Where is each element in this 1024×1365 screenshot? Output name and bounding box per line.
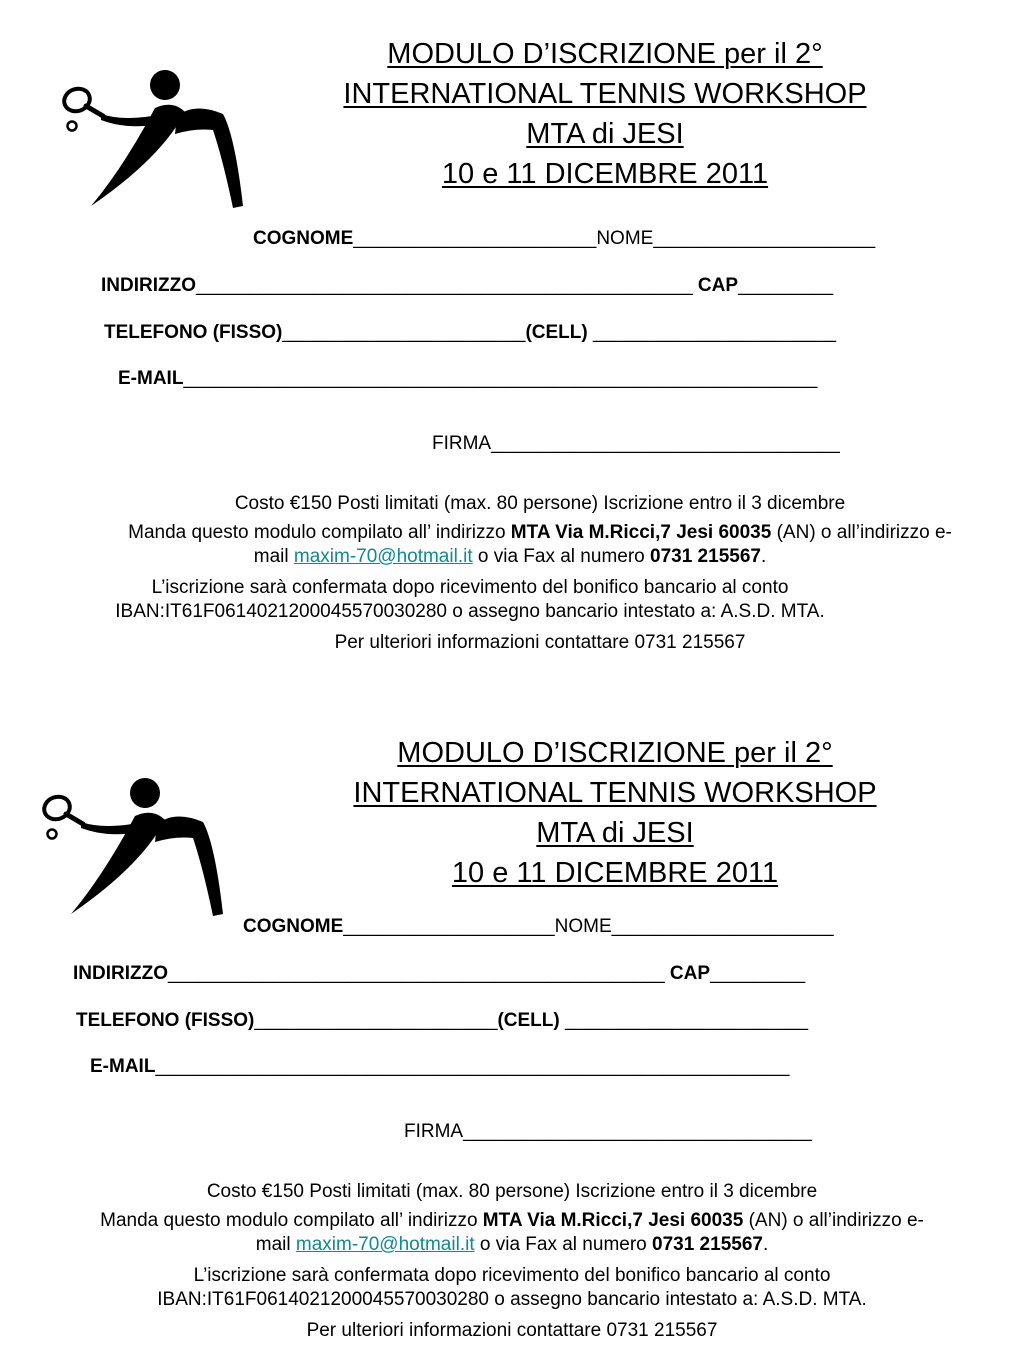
send-line-2: mail maxim-70@hotmail.it o via Fax al numero 0731 215567. bbox=[253, 546, 767, 567]
title-line-4: 10 e 11 DICEMBRE 2011 bbox=[441, 158, 769, 190]
indirizzo-field[interactable]: _______________________________________________ bbox=[168, 963, 665, 984]
cognome-label: COGNOME bbox=[243, 916, 344, 937]
cognome-field[interactable]: _______________________ bbox=[353, 228, 597, 249]
form-title bbox=[200, 34, 1010, 194]
title-line-2: INTERNATIONAL TENNIS WORKSHOP bbox=[343, 78, 867, 110]
fax-number: 0731 215567 bbox=[650, 546, 761, 567]
telefono-row bbox=[76, 1010, 808, 1032]
title-line-2: INTERNATIONAL TENNIS WORKSHOP bbox=[353, 777, 877, 809]
firma-row bbox=[432, 433, 840, 455]
cell-label: (CELL) bbox=[525, 322, 593, 343]
indirizzo-label: INDIRIZZO bbox=[101, 275, 196, 296]
email-field[interactable]: ____________________________________________________________ bbox=[183, 368, 818, 389]
confirmation-text bbox=[0, 1264, 1024, 1312]
cell-label: (CELL) bbox=[497, 1010, 565, 1031]
cap-field[interactable]: _________ bbox=[738, 275, 834, 296]
confirmation-text bbox=[0, 576, 1024, 624]
cognome-nome-row bbox=[243, 916, 834, 938]
email-link[interactable]: maxim-70@hotmail.it bbox=[295, 1234, 475, 1255]
cell-field[interactable]: _______________________ bbox=[564, 1010, 809, 1031]
title-line-3: MTA di JESI bbox=[526, 118, 684, 150]
contact-text: Per ulteriori informazioni contattare 0731 215567 bbox=[306, 1320, 718, 1341]
indirizzo-label: INDIRIZZO bbox=[73, 963, 168, 984]
registration-form-2 bbox=[0, 683, 1024, 1365]
firma-field[interactable]: _________________________________ bbox=[463, 1121, 812, 1142]
form-title bbox=[210, 733, 1020, 893]
cognome-field[interactable]: ____________________ bbox=[343, 916, 555, 937]
email-row bbox=[90, 1056, 789, 1078]
registration-form-1 bbox=[0, 0, 1024, 682]
email-field[interactable]: ____________________________________________________________ bbox=[155, 1056, 790, 1077]
firma-label: FIRMA bbox=[404, 1121, 464, 1142]
telefono-label: TELEFONO (FISSO) bbox=[104, 322, 283, 343]
nome-field[interactable]: _____________________ bbox=[611, 916, 834, 937]
confirmation-line-1: L’iscrizione sarà confermata dopo ricevimento del bonifico bancario al conto bbox=[193, 1265, 831, 1286]
indirizzo-row bbox=[73, 963, 805, 985]
confirmation-line-2: IBAN:IT61F0614021200045570030280 o assegno bancario intestato a: A.S.D. MTA. bbox=[115, 601, 825, 622]
cap-field[interactable]: _________ bbox=[710, 963, 806, 984]
telefono-field[interactable]: _______________________ bbox=[254, 1010, 498, 1031]
costo-text: Costo €150 Posti limitati (max. 80 persone) Iscrizione entro il 3 dicembre bbox=[234, 493, 846, 514]
telefono-row bbox=[104, 322, 836, 344]
cap-label: CAP bbox=[664, 963, 711, 984]
email-link[interactable]: maxim-70@hotmail.it bbox=[293, 546, 473, 567]
send-instructions bbox=[0, 1209, 1024, 1257]
nome-label: NOME bbox=[596, 228, 654, 249]
telefono-field[interactable]: _______________________ bbox=[282, 322, 526, 343]
nome-field[interactable]: _____________________ bbox=[653, 228, 876, 249]
email-label: E-MAIL bbox=[118, 368, 184, 389]
cap-label: CAP bbox=[692, 275, 739, 296]
confirmation-line-2: IBAN:IT61F0614021200045570030280 o assegno bancario intestato a: A.S.D. MTA. bbox=[157, 1289, 867, 1310]
nome-label: NOME bbox=[554, 916, 612, 937]
contact-text: Per ulteriori informazioni contattare 0731 215567 bbox=[334, 632, 746, 653]
confirmation-line-1: L’iscrizione sarà confermata dopo ricevimento del bonifico bancario al conto bbox=[151, 577, 789, 598]
send-line-1: Manda questo modulo compilato all’ indirizzo MTA Via M.Ricci,7 Jesi 60035 (AN) o all’indirizzo e- bbox=[128, 522, 952, 543]
mailing-address: MTA Via M.Ricci,7 Jesi 60035 bbox=[482, 1210, 744, 1231]
title-line-1: MODULO D’ISCRIZIONE per il 2° bbox=[397, 737, 833, 769]
title-line-4: 10 e 11 DICEMBRE 2011 bbox=[451, 857, 779, 889]
cognome-nome-row bbox=[253, 228, 875, 250]
cognome-label: COGNOME bbox=[253, 228, 354, 249]
tennis-player-icon bbox=[35, 778, 235, 928]
firma-label: FIRMA bbox=[432, 433, 492, 454]
costo-text: Costo €150 Posti limitati (max. 80 persone) Iscrizione entro il 3 dicembre bbox=[206, 1181, 818, 1202]
send-line-2: mail maxim-70@hotmail.it o via Fax al numero 0731 215567. bbox=[255, 1234, 769, 1255]
send-line-1: Manda questo modulo compilato all’ indirizzo MTA Via M.Ricci,7 Jesi 60035 (AN) o all’indirizzo e- bbox=[100, 1210, 924, 1231]
title-line-1: MODULO D’ISCRIZIONE per il 2° bbox=[387, 38, 823, 70]
indirizzo-row bbox=[101, 275, 833, 297]
telefono-label: TELEFONO (FISSO) bbox=[76, 1010, 255, 1031]
fax-number: 0731 215567 bbox=[652, 1234, 763, 1255]
email-label: E-MAIL bbox=[90, 1056, 156, 1077]
firma-row bbox=[404, 1121, 812, 1143]
send-instructions bbox=[0, 521, 1024, 569]
title-line-3: MTA di JESI bbox=[536, 817, 694, 849]
firma-field[interactable]: _________________________________ bbox=[491, 433, 840, 454]
email-row bbox=[118, 368, 817, 390]
mailing-address: MTA Via M.Ricci,7 Jesi 60035 bbox=[510, 522, 772, 543]
cell-field[interactable]: _______________________ bbox=[592, 322, 837, 343]
indirizzo-field[interactable]: _______________________________________________ bbox=[196, 275, 693, 296]
